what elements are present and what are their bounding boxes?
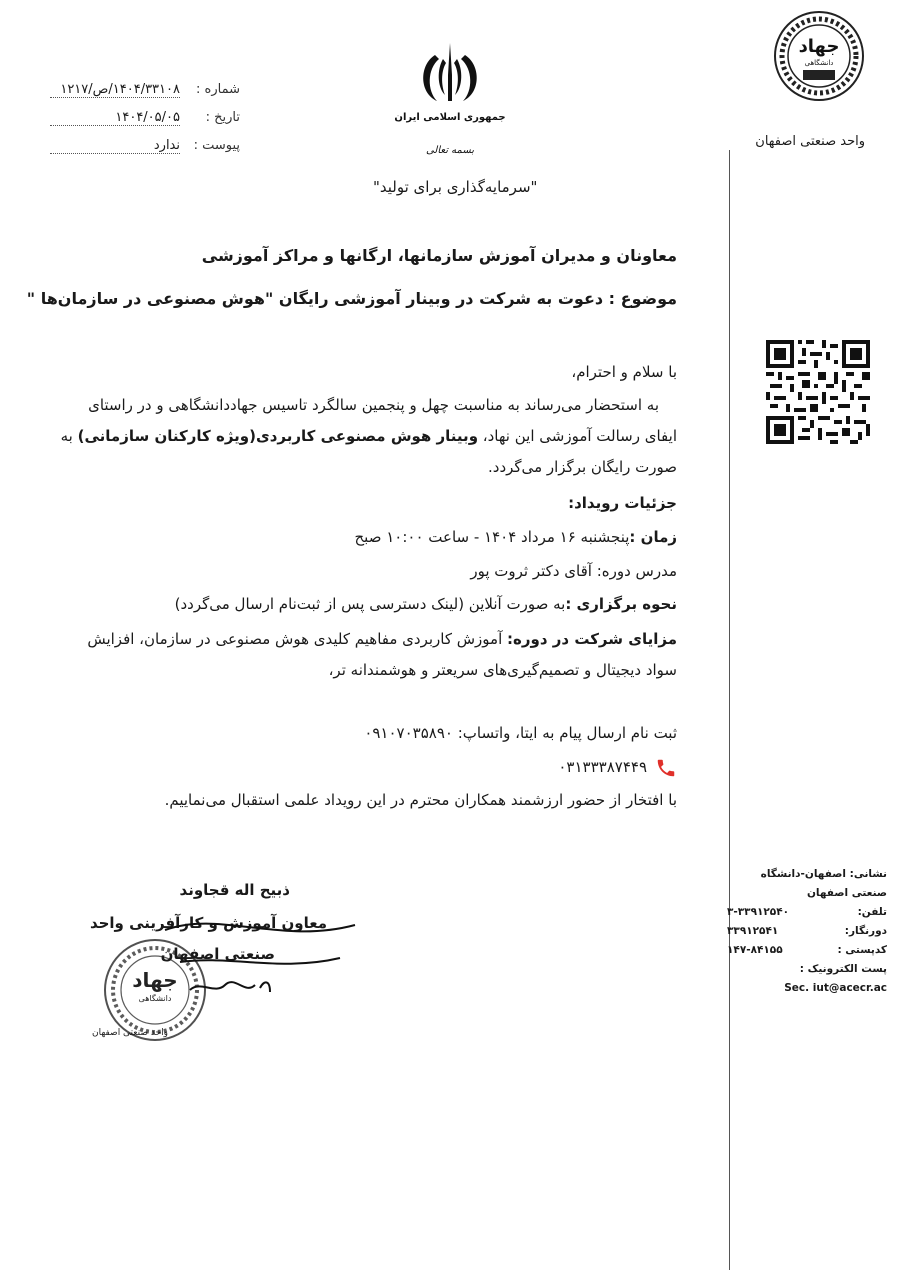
unit-name: واحد صنعتی اصفهان <box>755 134 865 149</box>
meta-label: شماره : <box>196 82 240 97</box>
postal-label: کدپستی : <box>837 944 887 956</box>
instructor: مدرس دوره: آقای دکتر ثروت پور <box>470 562 677 580</box>
meta-label: تاریخ : <box>205 110 240 125</box>
meta-label: پیوست : <box>193 138 240 153</box>
meta-number <box>45 82 240 102</box>
emblem-sub: بسمه تعالی <box>425 145 475 156</box>
meta-value: ندارد <box>50 138 180 154</box>
signature-scribble-icon <box>160 900 360 1010</box>
email-value[interactable]: Sec. iut@acecr.ac <box>784 982 887 994</box>
stamp-text: جهاد <box>132 968 178 992</box>
emblem-title: جمهوری اسلامی ایران <box>394 112 506 123</box>
address: نشانی: اصفهان-دانشگاه صنعتی اصفهان <box>760 868 887 899</box>
phone-label: تلفن: <box>857 906 887 918</box>
method-label: نحوه برگزاری : <box>565 595 677 613</box>
address-phone <box>727 903 887 922</box>
address-block <box>727 865 887 998</box>
fax-label: دورنگار: <box>844 925 887 937</box>
address-fax <box>727 922 887 941</box>
event-method <box>57 589 677 620</box>
greeting: با سلام و احترام، <box>571 363 677 381</box>
recipient: معاونان و مدیران آموزش سازمانها، ارگانها و مراکز آموزشی <box>201 246 677 265</box>
benefits-value: آموزش کاربردی مفاهیم کلیدی هوش مصنوعی در سازمان، افزایش سواد دیجیتال و تصمیم‌گیری‌های سریعتر و هوشمندانه تر، <box>87 630 677 679</box>
method-value: به صورت آنلاین (لینک دسترسی پس از ثبت‌نام ارسال می‌گردد) <box>174 595 566 613</box>
signer-title-line1: معاون آموزش و کارآفرینی واحد <box>89 914 327 932</box>
slogan: "سرمایه‌گذاری برای تولید" <box>373 178 538 196</box>
address-postal <box>727 941 887 960</box>
subject: موضوع : دعوت به شرکت در وبینار آموزشی رایگان "هوش مصنوعی در سازمان‌ها " <box>26 289 677 308</box>
phone-number[interactable]: ۰۳۱۳۳۳۸۷۴۴۹ <box>558 758 647 776</box>
phone-line <box>558 752 677 783</box>
intro-paragraph <box>57 390 677 483</box>
postal-value: ۱۴۷-۸۴۱۵۵ <box>727 944 783 956</box>
stamp-caption: واحد صنعتی اصفهان <box>92 1028 168 1038</box>
signer-title-line2: صنعتی اصفهان <box>160 945 275 963</box>
details-heading: جزئیات رویداد: <box>568 494 677 512</box>
email-label: پست الکترونیک : <box>799 963 887 975</box>
jahad-logo-icon <box>773 10 865 102</box>
event-benefits <box>57 624 677 686</box>
benefits-label: مزایای شرکت در دوره: <box>507 630 677 648</box>
meta-attachment <box>45 138 240 158</box>
logo-text: جهاد <box>798 36 840 57</box>
meta-value: ۱۴۰۴/۳۳۱۰۸/ص/۱۲۱۷ <box>50 82 180 98</box>
vertical-divider <box>729 150 730 1270</box>
qr-code-icon[interactable] <box>766 340 870 444</box>
registration: ثبت نام ارسال پیام به ایتا، واتساپ: ۰۹۱۰۷۰۳۵۸۹۰ <box>364 724 677 742</box>
fax-value: ۳۳۹۱۲۵۴۱ <box>727 925 779 937</box>
intro-text-end: به صورت رایگان برگزار می‌گردد. <box>60 427 677 476</box>
time-label: زمان : <box>629 528 677 546</box>
logo-subtext: دانشگاهی <box>804 59 834 67</box>
time-value: پنجشنبه ۱۶ مرداد ۱۴۰۴ - ساعت ۱۰:۰۰ صبح <box>354 528 630 546</box>
signer-name: ذبیح اله قجاوند <box>179 881 290 899</box>
intro-text: به استحضار می‌رساند به مناسبت چهل و پنجمین سالگرد تاسیس جهاددانشگاهی و در راستای ایفای رسالت آموزشی این نهاد، <box>88 396 677 445</box>
closing: با افتخار از حضور ارزشمند همکاران محترم در این رویداد علمی استقبال می‌نماییم. <box>164 791 677 809</box>
meta-date <box>45 110 240 130</box>
phone-value: ۳-۳۳۹۱۲۵۴۰ <box>727 906 790 918</box>
event-time <box>57 522 677 553</box>
stamp-subtext: دانشگاهی <box>138 994 172 1003</box>
phone-icon <box>655 757 677 779</box>
intro-bold: وبینار هوش مصنوعی کاربردی(ویژه کارکنان سازمانی) <box>77 427 479 445</box>
meta-value: ۱۴۰۴/۰۵/۰۵ <box>50 110 180 126</box>
iran-emblem-icon <box>394 35 506 165</box>
